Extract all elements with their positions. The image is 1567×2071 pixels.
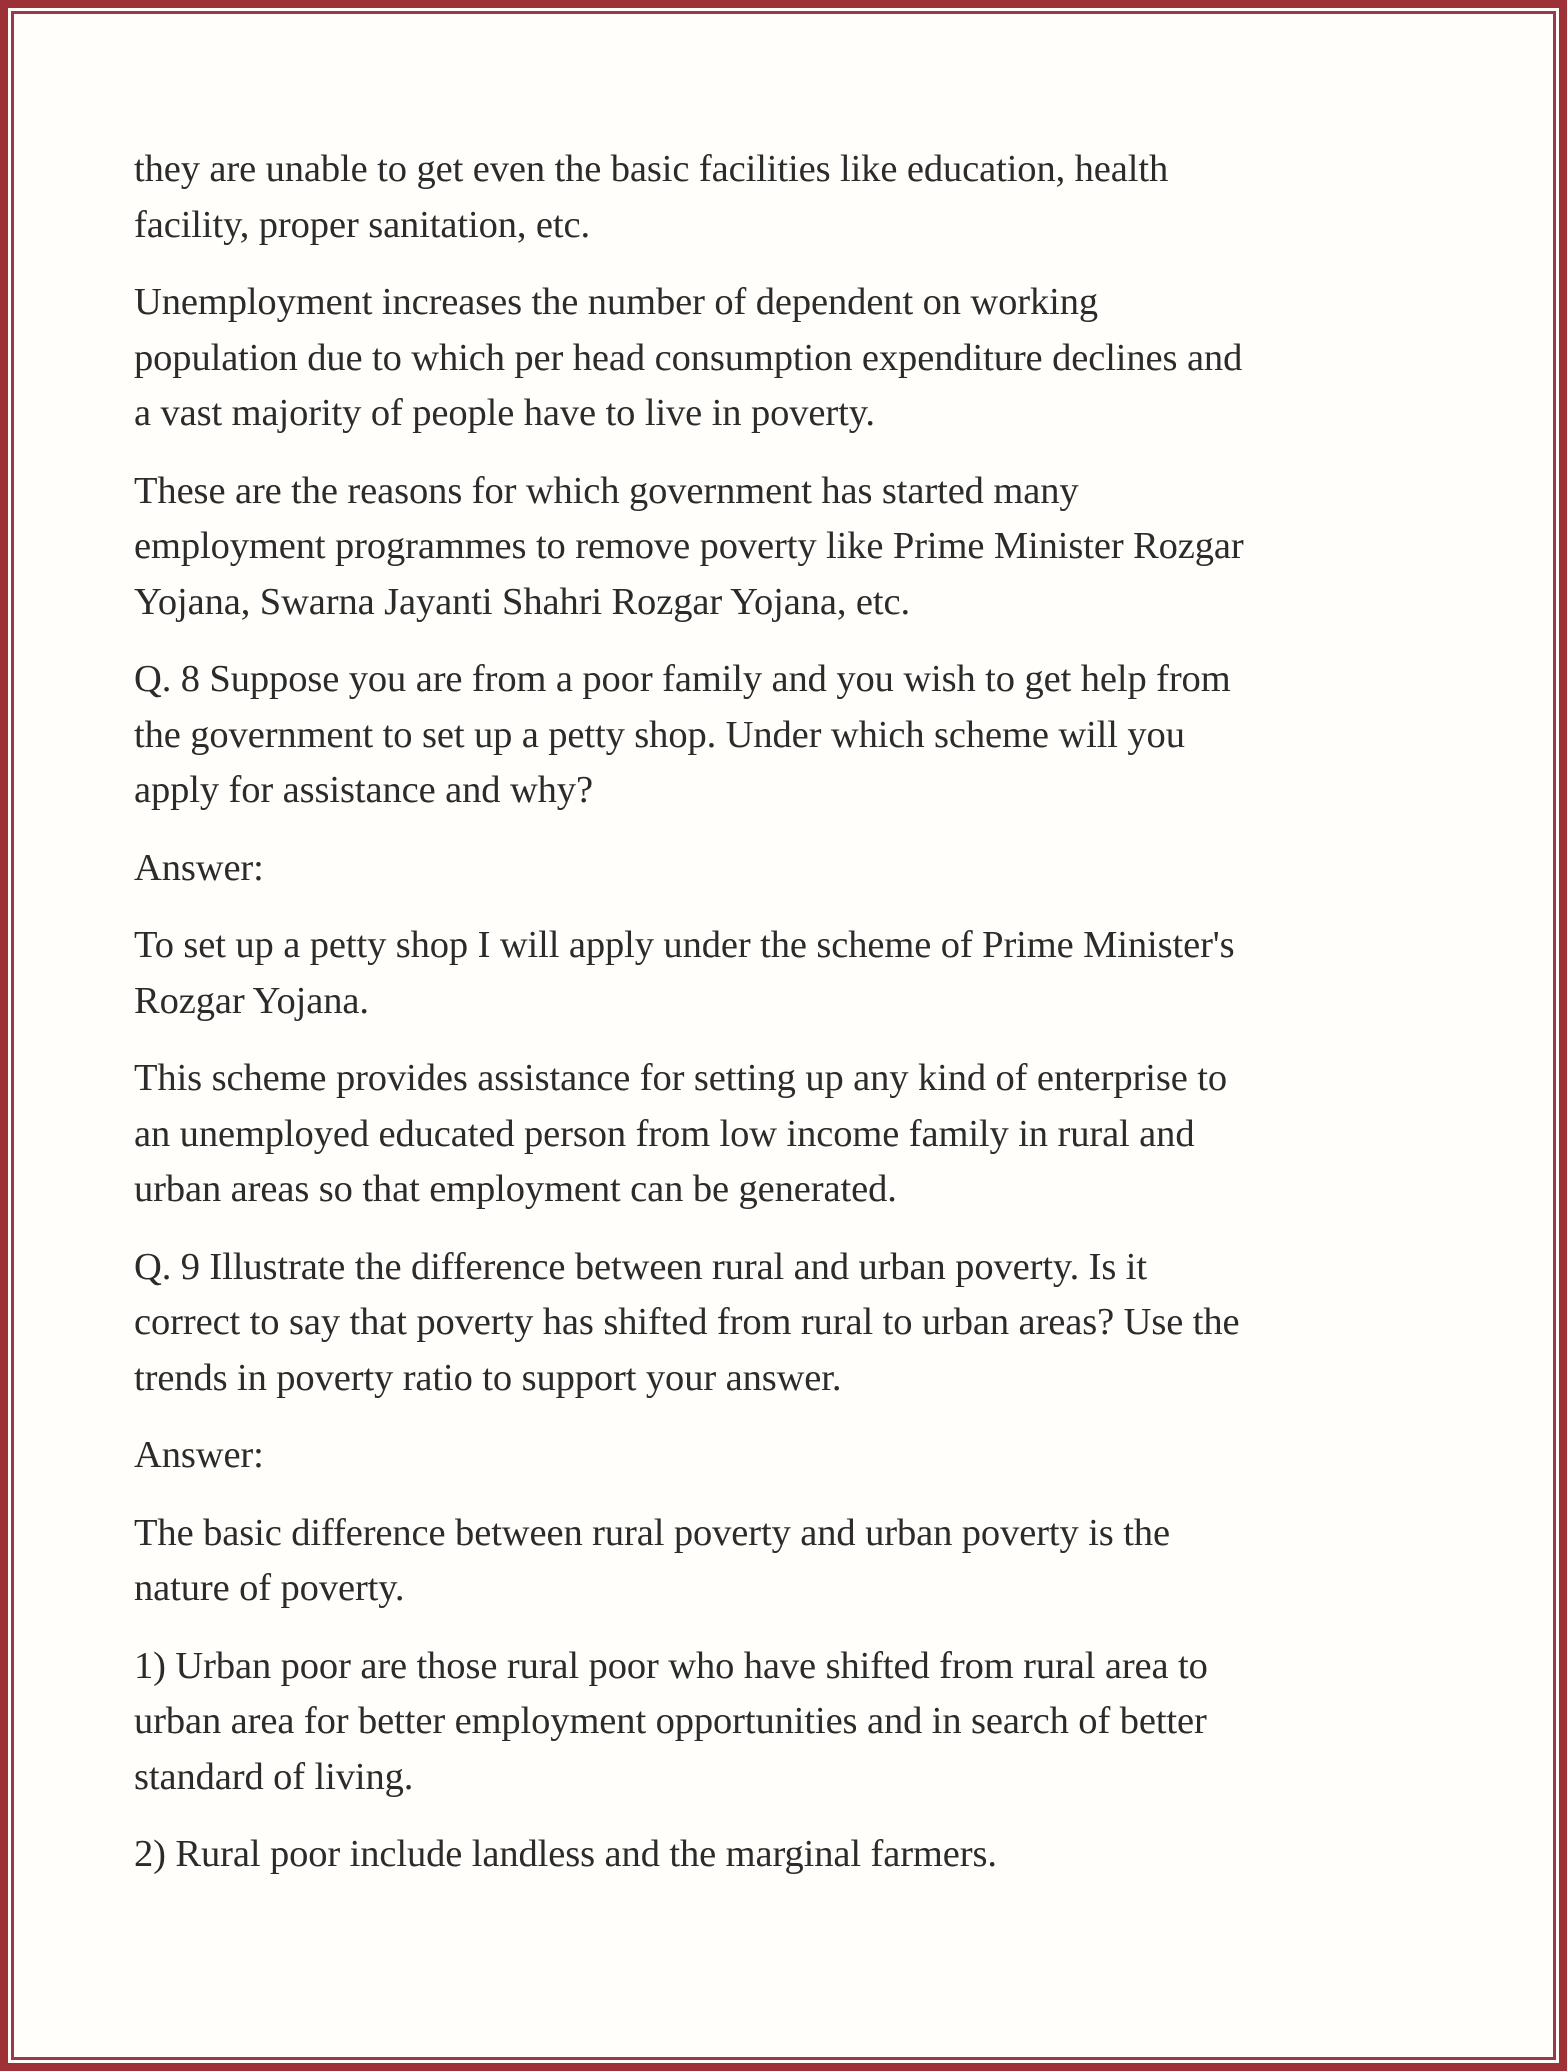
text-line: Answer: (134, 1434, 264, 1476)
text-line: Yojana, Swarna Jayanti Shahri Rozgar Yojana, etc. (134, 580, 911, 623)
text-line: These are the reasons for which government has started many (134, 469, 1079, 512)
answer-9-part-1 (134, 1506, 1493, 1617)
paragraph-continuation (134, 142, 1493, 253)
answer-8-part-1 (134, 918, 1493, 1029)
document-page (14, 14, 1553, 2057)
text-line: population due to which per head consumption expenditure declines and (134, 336, 1243, 379)
text-line: Unemployment increases the number of dependent on working (134, 281, 1099, 323)
page-frame-inner (11, 11, 1556, 2060)
text-line: 2) Rural poor include landless and the marginal farmers. (134, 1833, 997, 1875)
text-line: correct to say that poverty has shifted from rural to urban areas? Use the (134, 1301, 1240, 1343)
answer-9-point-2 (134, 1827, 1493, 1883)
text-line: an unemployed educated person from low income family in rural and (134, 1112, 1195, 1155)
text-line: The basic difference between rural poverty and urban poverty is the (134, 1511, 1170, 1554)
question-9 (134, 1240, 1493, 1407)
text-line: To set up a petty shop I will apply under the scheme of Prime Minister's (134, 924, 1235, 966)
text-line: urban area for better employment opportunities and in search of better (134, 1700, 1207, 1742)
answer-label-q8 (134, 841, 1493, 897)
page-frame-outer (8, 8, 1559, 2063)
text-line: facility, proper sanitation, etc. (134, 203, 591, 246)
text-line: nature of poverty. (134, 1567, 405, 1609)
paragraph-unemployment (134, 275, 1493, 442)
answer-label-q9 (134, 1428, 1493, 1484)
text-line: they are unable to get even the basic facilities like education, health (134, 148, 1169, 190)
text-line: a vast majority of people have to live in poverty. (134, 392, 875, 434)
text-line: This scheme provides assistance for setting up any kind of enterprise to (134, 1057, 1227, 1099)
text-line: trends in poverty ratio to support your answer. (134, 1356, 842, 1399)
answer-9-point-1 (134, 1639, 1493, 1806)
question-8 (134, 652, 1493, 819)
text-line: Q. 8 Suppose you are from a poor family and you wish to get help from (134, 658, 1231, 700)
text-line: Rozgar Yojana. (134, 979, 369, 1022)
paragraph-reasons (134, 464, 1493, 631)
text-line: standard of living. (134, 1755, 414, 1798)
text-line: employment programmes to remove poverty like Prime Minister Rozgar (134, 525, 1244, 567)
text-line: urban areas so that employment can be generated. (134, 1168, 897, 1210)
text-line: the government to set up a petty shop. Under which scheme will you (134, 713, 1185, 756)
answer-8-part-2 (134, 1051, 1493, 1218)
text-line: Answer: (134, 846, 264, 889)
text-line: 1) Urban poor are those rural poor who have shifted from rural area to (134, 1644, 1208, 1687)
text-line: apply for assistance and why? (134, 769, 593, 811)
text-line: Q. 9 Illustrate the difference between rural and urban poverty. Is it (134, 1245, 1147, 1288)
